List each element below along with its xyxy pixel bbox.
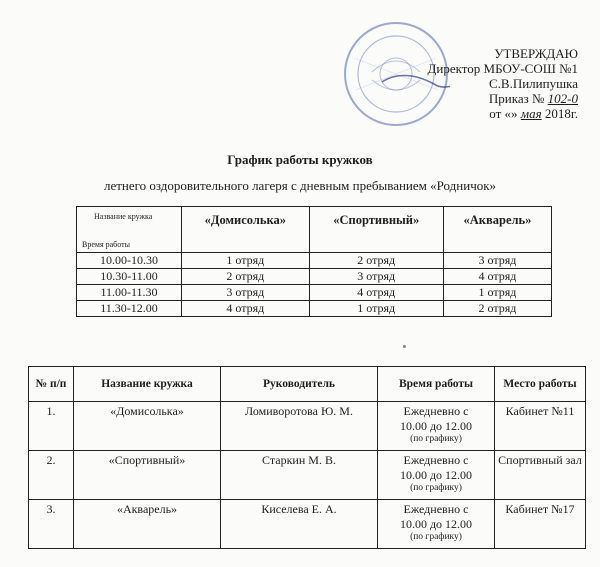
squad-cell: 1 отряд xyxy=(309,301,443,317)
time-note: (по графику) xyxy=(410,434,462,444)
table-row xyxy=(29,402,586,451)
date-prefix: от « xyxy=(489,106,512,121)
header-num: № п/п xyxy=(29,367,74,402)
club-header: «Домисолька» xyxy=(182,207,310,253)
schedule-row xyxy=(77,253,552,269)
time-line: Ежедневно с xyxy=(403,404,469,418)
squad-cell: 4 отряд xyxy=(443,269,551,285)
row-place: Кабинет №17 xyxy=(495,500,586,549)
approval-block xyxy=(378,46,578,121)
row-place: Кабинет №11 xyxy=(495,402,586,451)
header-leader: Руководитель xyxy=(221,367,378,402)
time-cell: 11.00-11.30 xyxy=(77,285,182,301)
row-num: 3. xyxy=(29,500,74,549)
row-time xyxy=(378,451,495,500)
club-header: «Спортивный» xyxy=(309,207,443,253)
schedule-corner-cell xyxy=(77,207,182,253)
squad-cell: 3 отряд xyxy=(443,253,551,269)
squad-cell: 1 отряд xyxy=(443,285,551,301)
squad-cell: 2 отряд xyxy=(443,301,551,317)
row-leader: Старкин М. В. xyxy=(221,451,378,500)
row-num: 2. xyxy=(29,451,74,500)
time-cell: 10.00-10.30 xyxy=(77,253,182,269)
club-header: «Акварель» xyxy=(443,207,551,253)
squad-cell: 4 отряд xyxy=(182,301,310,317)
row-leader: Киселева Е. А. xyxy=(221,500,378,549)
time-line: 10.00 до 12.00 xyxy=(399,468,473,482)
order-label: Приказ № xyxy=(488,91,545,106)
schedule-row xyxy=(77,269,552,285)
approve-date xyxy=(378,106,578,121)
corner-club-label: Название кружка xyxy=(94,212,153,221)
details-header-row xyxy=(29,367,586,402)
date-year: 2018г. xyxy=(544,106,578,121)
time-cell: 11.30-12.00 xyxy=(77,301,182,317)
time-line: Ежедневно с xyxy=(403,453,469,467)
row-time xyxy=(378,500,495,549)
row-leader: Ломиворотова Ю. М. xyxy=(221,402,378,451)
order-number: 102-0 xyxy=(547,91,578,106)
schedule-table xyxy=(76,206,552,317)
clubs-details-table xyxy=(28,366,586,549)
time-cell: 10.30-11.00 xyxy=(77,269,182,285)
row-num: 1. xyxy=(29,402,74,451)
squad-cell: 4 отряд xyxy=(309,285,443,301)
squad-cell: 2 отряд xyxy=(309,253,443,269)
approve-heading: УТВЕРЖДАЮ xyxy=(494,46,578,61)
squad-cell: 3 отряд xyxy=(182,285,310,301)
time-line: Ежедневно с xyxy=(403,502,469,516)
time-line: 10.00 до 12.00 xyxy=(399,517,473,531)
stray-mark xyxy=(403,345,406,348)
row-club: «Спортивный» xyxy=(74,451,221,500)
document-title: График работы кружков xyxy=(227,152,373,167)
squad-cell: 3 отряд xyxy=(309,269,443,285)
header-place: Место работы xyxy=(495,367,586,402)
table-row xyxy=(29,500,586,549)
date-month: мая xyxy=(520,106,542,121)
row-place: Спортивный зал xyxy=(495,451,586,500)
row-club: «Акварель» xyxy=(74,500,221,549)
header-club: Название кружка xyxy=(74,367,221,402)
schedule-row xyxy=(77,285,552,301)
squad-cell: 1 отряд xyxy=(182,253,310,269)
time-note: (по графику) xyxy=(410,532,462,542)
time-line: 10.00 до 12.00 xyxy=(399,419,473,433)
corner-time-label: Время работы xyxy=(82,240,131,249)
approve-position: Директор МБОУ-СОШ №1 xyxy=(427,61,578,76)
header-time: Время работы xyxy=(378,367,495,402)
date-day: » xyxy=(511,106,518,121)
schedule-row xyxy=(77,301,552,317)
row-club: «Домисолька» xyxy=(74,402,221,451)
schedule-header-row xyxy=(77,207,552,253)
time-note: (по графику) xyxy=(410,483,462,493)
row-time xyxy=(378,402,495,451)
document-subtitle: летнего оздоровительного лагеря с дневным пребыванием «Родничок» xyxy=(103,178,497,193)
table-row xyxy=(29,451,586,500)
squad-cell: 2 отряд xyxy=(182,269,310,285)
approve-order xyxy=(378,91,578,106)
approve-signer: С.В.Пилипушка xyxy=(489,76,578,91)
